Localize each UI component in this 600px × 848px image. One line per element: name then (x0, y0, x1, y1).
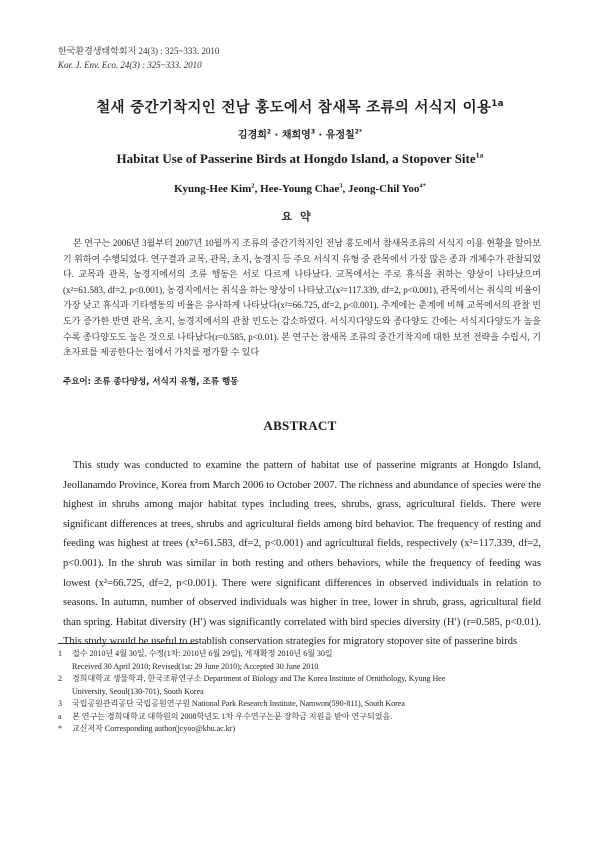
footnote-item (58, 698, 548, 711)
footnotes (58, 648, 548, 736)
footnote-text: 교신저자 Corresponding author(jcyoo@khu.ac.kr) (72, 724, 236, 733)
authors-english: Kyung-Hee Kim$^2$, Hee-Young Chae$^3$, Jeong-Chil Yoo$^{4*}$ (173, 182, 427, 195)
footnote-item (58, 711, 548, 724)
footnote-mark: 3 (58, 699, 62, 708)
abstract-korean (63, 236, 541, 361)
author-ko-1: 김경희 (237, 130, 267, 141)
title-korean-footnote-mark: 1a (491, 99, 504, 110)
author-en-2: Hee-Young Chae (260, 183, 340, 195)
summary-heading-ko: 요약 (281, 210, 319, 223)
footnote-mark: * (58, 724, 62, 733)
title-english (0, 151, 600, 167)
footnote-text: 경희대학교 생물학과, 한국조류연구소 Department of Biology and The Korea Institute of Ornithology, Kyung Hee (72, 674, 446, 683)
author-ko-1-mark: 2 (266, 128, 272, 136)
journal-citation-ko: 한국환경생태학회지 24(3) : 325~333. 2010 (58, 46, 220, 56)
footnote-text: 접수 2010년 4월 30일, 수정(1차: 2010년 6월 29일), 게재확정 2010년 6월 30일 (72, 649, 333, 658)
footnote-item (58, 723, 548, 736)
author-separator: · (315, 130, 326, 141)
authors-korean (0, 126, 600, 141)
footnote-item (58, 648, 548, 673)
keywords-korean: 주요어: 조류 종다양성, 서식지 유형, 조류 행동 (63, 377, 239, 387)
author-en-3: Jeong-Chil Yoo (348, 183, 420, 195)
footnote-text: 국립공원관리공단 국립공원연구원 National Park Research Institute, Namwon(590-811), South Korea (72, 699, 405, 708)
abstract-korean-text: 본 연구는 2006년 3월부터 2007년 10월까지 조류의 중간기착지인 전남 홍도에서 참새목조류의 서식지 이용 현황을 알아보기 위하여 수행되었다. 연구결과 교목, 관목, 초지, 농경지 등 주요 서식지 유형 중 관목에서 가장 많은 종과 개체수가 관찰되었다. 교목과 관목, 농경지에서의 조류 행동은 서로 다르게 나타났다. 교목에서는 주로 휴식을 취하는 양상이 나타났으며(x²=61.583, df=2, p<0.001), 농경지에서는 취식을 하는 양상이 나타났고(x²=117.339, df=2, p<0.001), 관목에서는 취식의 비율이 가장 낮고 휴식과 기타행동의 비율은 유사하게 나타났다(x²=66.725, df=2, p<0.001). 추계에는 춘계에 비해 교목에서의 관찰 빈도가 증가한 반면 관목, 초지, 농경지에서의 관찰 빈도는 감소하였다. 서식지다양도와 종다양도 간에는 서식지다양도가 높을수록 종다양도도 높은 것으로 나타났다(r=0.585, p<0.01). 본 연구는 참새목 조류의 중간기착지에 대한 보전 전략을 수립시, 기초자료를 제공한다는 점에서 가치를 평가할 수 있다 (63, 238, 541, 358)
title-english-footnote-mark: 1a (475, 150, 484, 160)
author-ko-2: 채희영 (281, 130, 311, 141)
footnote-text-en: Received 30 April 2010; Revised(1st: 29 June 2010); Accepted 30 June 2010 (72, 661, 319, 671)
author-ko-3-mark: 2* (354, 128, 363, 136)
journal-citation-en: Kor. J. Env. Eco. 24(3) : 325~333. 2010 (58, 60, 202, 70)
footnote-text-en: University, Seoul(130-701), South Korea (72, 686, 204, 696)
abstract-english-text: This study was conducted to examine the pattern of habitat use of passerine migrants at Hongdo Island, Jeollanamdo Province, Korea from March 2006 to October 2007. The richness and abundance of species were the highest in shrubs among major habitat types including trees, shrubs, grass, agricultural fields. There were significant differences at trees, shrubs and agricultural fields among bird behavior. The frequency of resting and feeding was highest at trees (x²=61.583, df=2, p<0.001) and agricultural fields, respectively (x²=117.339, df=2, p<0.001). In the shrub was similar in both resting and others behaviors, while the frequency of feeding was lowest (x²=66.725, df=2, p<0.001). There were significant differences in observed individuals in relation to seasons. In autumn, number of observed individuals was higher in tree, lower in shrub, grass, agricultural field than spring. Habitat diversity (H′) was significantly correlated with bird species diversity (H′) (r=0.585, p<0.01). This study would be useful to establish conservation strategies for migratory stopover site of passerine birds (63, 460, 541, 648)
footnote-divider (58, 643, 198, 644)
author-en-2-mark: 3 (339, 182, 343, 190)
title-korean-text: 철새 중간기착지인 전남 홍도에서 참새목 조류의 서식지 이용 (96, 100, 492, 116)
footnote-text: 본 연구는 경희대학교 대학원의 2008학년도 1차 우수연구논문 장학금 지원을 받아 연구되었음. (72, 711, 393, 721)
title-english-text: Habitat Use of Passerine Birds at Hongdo Island, a Stopover Site (116, 151, 476, 166)
footnote-mark: 2 (58, 674, 62, 683)
footnote-mark: 1 (58, 649, 62, 658)
author-en-3-mark: 4* (419, 182, 427, 190)
footnote-mark: a (58, 711, 62, 721)
author-en-1-mark: 2 (251, 182, 255, 190)
author-ko-3: 유정칠 (325, 130, 355, 141)
abstract-heading: ABSTRACT (263, 418, 337, 433)
abstract-english (63, 456, 541, 652)
author-ko-2-mark: 3 (310, 128, 316, 136)
title-korean (0, 96, 600, 117)
author-separator: · (271, 130, 282, 141)
footnote-item (58, 673, 548, 698)
author-en-1: Kyung-Hee Kim (173, 183, 252, 195)
journal-header (58, 44, 219, 72)
